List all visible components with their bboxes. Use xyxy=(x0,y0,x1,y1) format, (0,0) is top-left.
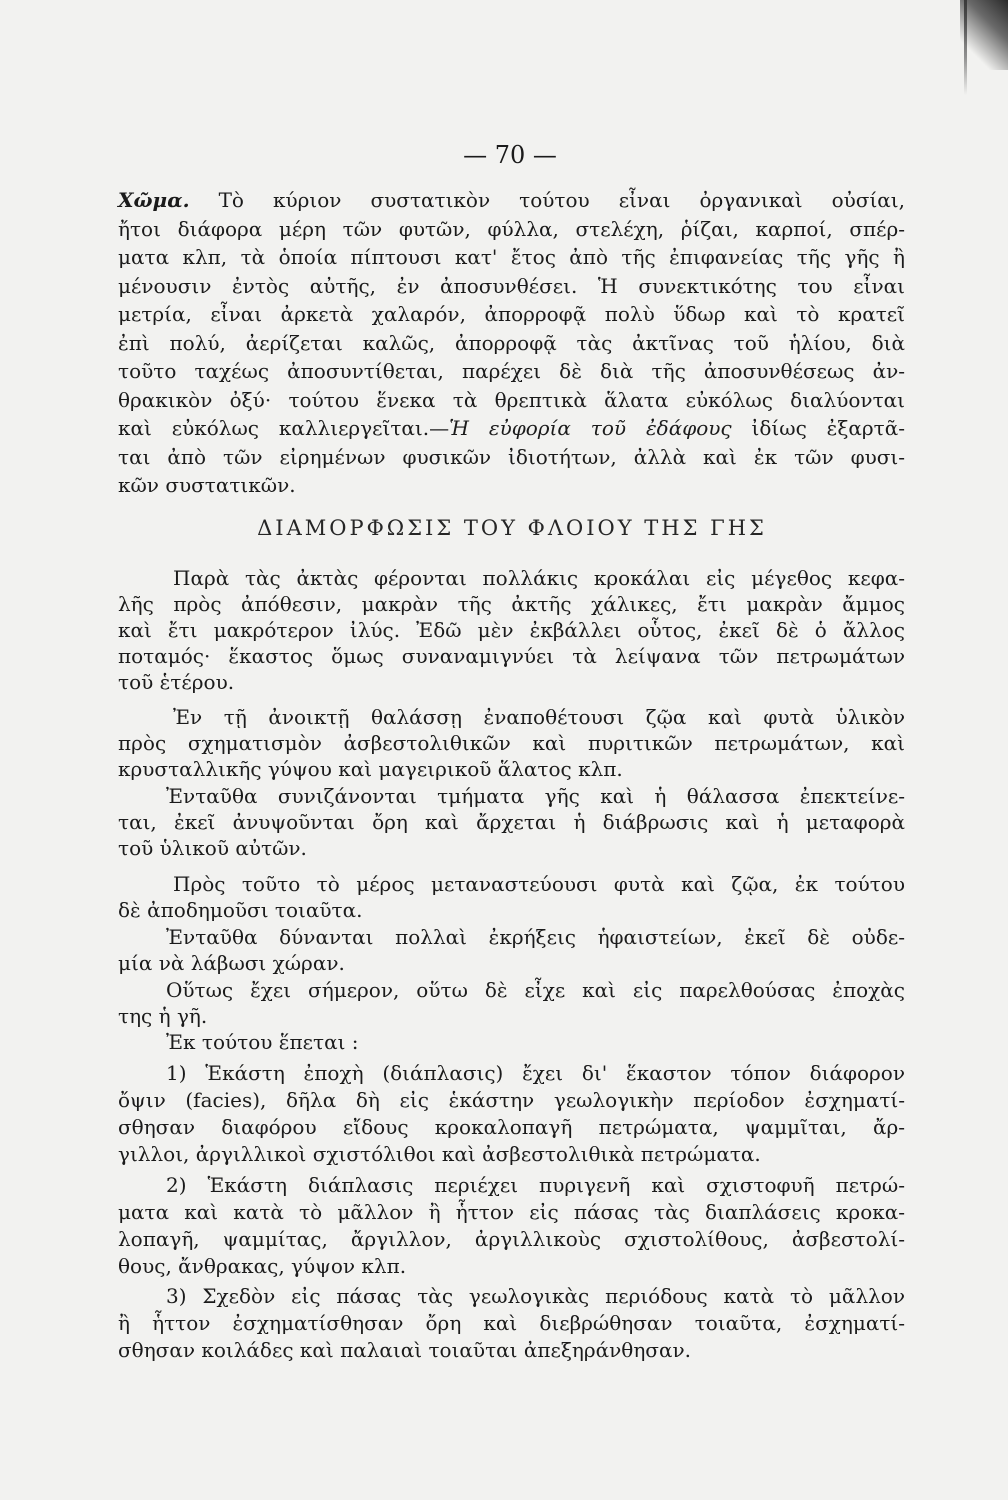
text-line: ἐπὶ πολύ, ἀερίζεται καλῶς, ἀπορροφᾷ τὰς ἀκτῖνας τοῦ ἡλίου, διὰ xyxy=(118,330,905,355)
section-heading: ΔΙΑΜΟΡΦΩΣΙΣ ΤΟΥ ΦΛΟΙΟΥ ΤΗΣ ΓΗΣ xyxy=(257,516,767,540)
text-line: ὄψιν (facies), δῆλα δὴ εἰς ἑκάστην γεωλογικὴν περίοδον ἐσχηματί- xyxy=(118,1088,905,1112)
text-segment: καὶ εὐκόλως καλλιεργεῖται.— xyxy=(118,416,450,440)
text-line: σθησαν διαφόρου εἴδους κροκαλοπαγῆ πετρώματα, ψαμμῖται, ἄρ- xyxy=(118,1115,905,1139)
text-line: ματα κλπ, τὰ ὁποία πίπτουσι κατ' ἔτος ἀπὸ τῆς ἐπιφανείας τῆς γῆς ἢ xyxy=(118,245,905,269)
text-segment: ἰδίως ἐξαρτᾶ- xyxy=(751,416,906,440)
text-line xyxy=(118,186,905,215)
text-line: Πρὸς τοῦτο τὸ μέρος μεταναστεύουσι φυτὰ καὶ ζῷα, ἐκ τούτου xyxy=(173,872,905,896)
paragraph xyxy=(118,871,905,923)
text-line: ται, ἐκεῖ ἀνυψοῦνται ὄρη καὶ ἄρχεται ἡ διάβρωσις καὶ ἡ μεταφορὰ xyxy=(118,810,905,834)
text-line: Ἐν τῇ ἀνοικτῇ θαλάσσῃ ἐναποθέτουσι ζῷα καὶ φυτὰ ὑλικὸν xyxy=(173,705,905,729)
text-line: τοῦ ἑτέρου. xyxy=(118,670,235,694)
paragraph xyxy=(118,704,905,782)
text-line: Παρὰ τὰς ἀκτὰς φέρονται πολλάκις κροκάλαι εἰς μέγεθος κεφα- xyxy=(173,566,905,590)
text-line: γιλλοι, ἀργιλλικοὶ σχιστόλιθοι καὶ ἀσβεστολιθικὰ πετρώματα. xyxy=(118,1142,761,1166)
numbered-point xyxy=(118,1060,905,1168)
text-line: πρὸς σχηματισμὸν ἀσβεστολιθικῶν καὶ πυριτικῶν πετρωμάτων, καὶ xyxy=(118,731,905,755)
text-line xyxy=(118,414,905,443)
text-line: ἤτοι διάφορα μέρη τῶν φυτῶν, φύλλα, στελέχη, ῥίζαι, καρποί, σπέρ- xyxy=(118,216,905,241)
scan-corner-shadow xyxy=(960,0,1008,70)
text-segment: Τὸ κύριον συστατικὸν τούτου εἶναι ὀργανικαὶ οὐσίαι, xyxy=(218,188,905,212)
text-line: κρυσταλλικῆς γύψου καὶ μαγειρικοῦ ἅλατος κλπ. xyxy=(118,757,623,781)
text-line: Ἐκ τούτου ἕπεται : xyxy=(166,1030,359,1054)
text-line: Οὕτως ἔχει σήμερον, οὕτω δὲ εἶχε καὶ εἰς παρελθούσας ἐποχὰς xyxy=(166,978,905,1002)
text-line: λῆς πρὸς ἀπόθεσιν, μακρὰν τῆς ἀκτῆς χάλικες, ἔτι μακρὰν ἄμμος xyxy=(118,592,905,616)
text-line: ματα καὶ κατὰ τὸ μᾶλλον ἢ ἧττον εἰς πάσας τὰς διαπλάσεις κροκα- xyxy=(118,1200,905,1224)
text-line: θρακικὸν ὀξύ· τούτου ἕνεκα τὰ θρεπτικὰ ἅλατα εὐκόλως διαλύονται xyxy=(118,387,905,412)
page-number: — 70 — xyxy=(463,141,557,169)
text-line: ται ἀπὸ τῶν εἰρημένων φυσικῶν ἰδιοτήτων, ἀλλὰ καὶ ἐκ τῶν φυσι- xyxy=(118,444,905,469)
numbered-point xyxy=(118,1172,905,1280)
emphasized-phrase: Ἡ εὐφορία τοῦ ἐδάφους xyxy=(449,416,732,440)
text-line: 2) Ἑκάστη διάπλασις περιέχει πυριγενῆ καὶ σχιστοφυῆ πετρώ- xyxy=(166,1173,905,1197)
text-line: μετρία, εἶναι ἀρκετὰ χαλαρόν, ἀπορροφᾷ πολὺ ὕδωρ καὶ τὸ κρατεῖ xyxy=(118,302,905,326)
text-line: μία νὰ λάβωσι χώραν. xyxy=(118,951,345,975)
text-line: 1) Ἑκάστη ἐποχὴ (διάπλασις) ἔχει δι' ἕκαστον τόπον διάφορον xyxy=(166,1061,905,1085)
text-line: καὶ ἔτι μακρότερον ἰλύς. Ἐδῶ μὲν ἐκβάλλει οὗτος, ἐκεῖ δὲ ὁ ἄλλος xyxy=(118,618,905,642)
text-line: σθησαν κοιλάδες καὶ παλαιαὶ τοιαῦται ἀπεξηράνθησαν. xyxy=(118,1338,691,1362)
text-line: ἢ ἧττον ἐσχηματίσθησαν ὄρη καὶ διεβρώθησαν τοιαῦτα, ἐσχηματί- xyxy=(118,1311,905,1335)
text-line: τοῦτο ταχέως ἀποσυντίθεται, παρέχει δὲ διὰ τῆς ἀποσυνθέσεως ἀν- xyxy=(118,359,905,383)
paragraph xyxy=(118,924,905,976)
paragraph xyxy=(118,565,905,695)
numbered-point xyxy=(118,1283,905,1364)
scan-edge-line xyxy=(964,0,967,95)
text-line: ποταμός· ἕκαστος ὅμως συναναμιγνύει τὰ λείψανα τῶν πετρωμάτων xyxy=(118,644,905,668)
paragraph xyxy=(118,1029,905,1055)
intro-paragraph xyxy=(118,186,905,500)
term-label: Χῶμα. xyxy=(118,188,190,212)
text-line: κῶν συστατικῶν. xyxy=(118,473,296,497)
text-line: λοπαγῆ, ψαμμίτας, ἄργιλλον, ἀργιλλικοὺς σχιστολίθους, ἀσβεστολί- xyxy=(118,1227,905,1251)
text-line: Ἐνταῦθα δύνανται πολλαὶ ἐκρήξεις ἡφαιστείων, ἐκεῖ δὲ οὐδε- xyxy=(166,925,905,949)
text-line: της ἡ γῆ. xyxy=(118,1004,208,1028)
text-line: Ἐνταῦθα συνιζάνονται τμήματα γῆς καὶ ἡ θάλασσα ἐπεκτείνε- xyxy=(166,784,905,808)
text-line: μένουσιν ἐντὸς αὐτῆς, ἐν ἀποσυνθέσει. Ἡ συνεκτικότης του εἶναι xyxy=(118,273,905,298)
paragraph xyxy=(118,783,905,861)
text-line: τοῦ ὑλικοῦ αὐτῶν. xyxy=(118,836,307,860)
text-line: 3) Σχεδὸν εἰς πάσας τὰς γεωλογικὰς περιόδους κατὰ τὸ μᾶλλον xyxy=(166,1284,905,1308)
text-line: δὲ ἀποδημοῦσι τοιαῦτα. xyxy=(118,898,363,922)
paragraph xyxy=(118,977,905,1029)
text-line: θους, ἄνθρακας, γύψον κλπ. xyxy=(118,1254,407,1278)
